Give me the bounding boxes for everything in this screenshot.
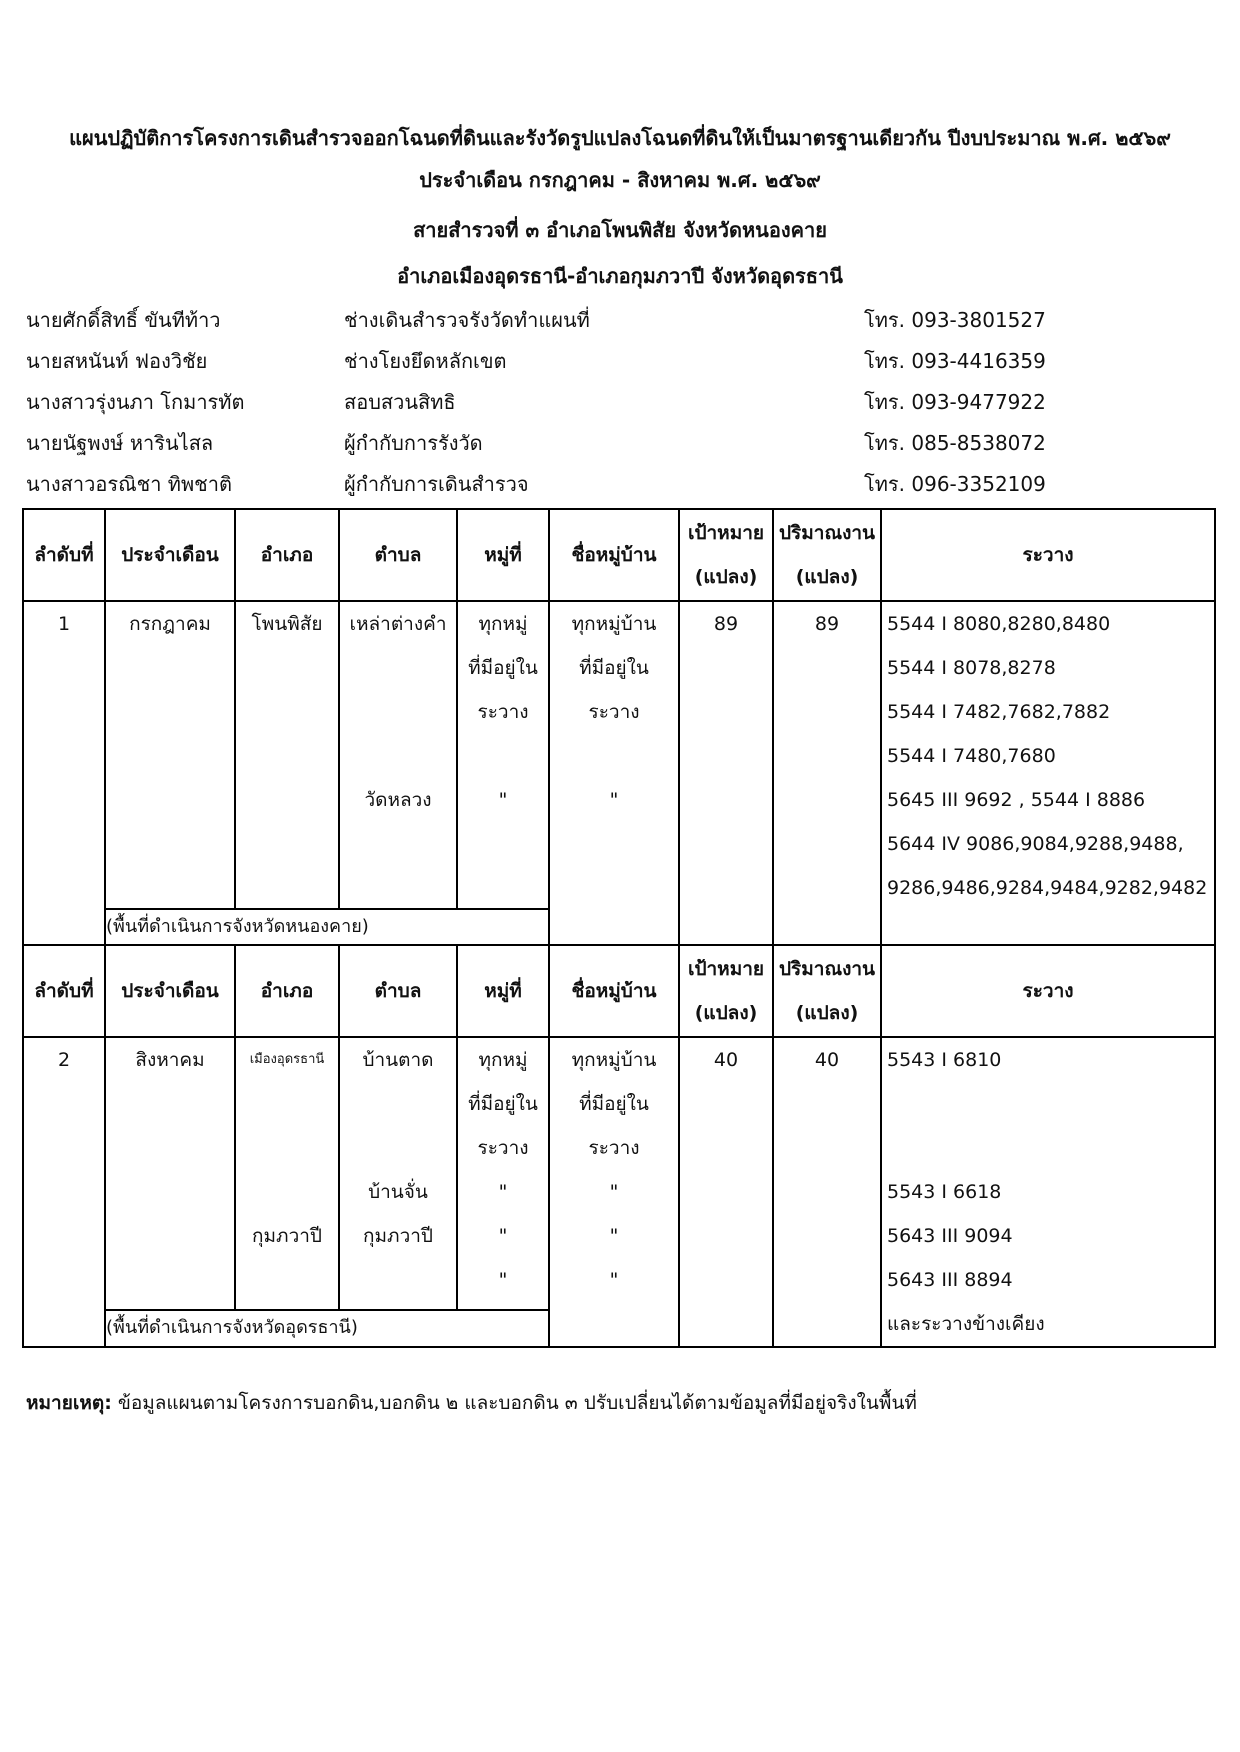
cell-line: บ้านจั่น: [368, 1181, 428, 1203]
staff-row: [26, 466, 1226, 502]
cell-line: ระวาง: [588, 701, 640, 723]
cell-line: เมืองอุดรธานี: [249, 1052, 325, 1067]
sheet-line: 5544 I 7482,7682,7882: [887, 701, 1111, 723]
cell-line: ": [498, 1225, 508, 1247]
row-month: สิงหาคม: [105, 1037, 235, 1310]
staff-role: ช่างเดินสำรวจรังวัดทำแผนที่: [344, 308, 590, 332]
cell-line: ระวาง: [477, 1137, 529, 1159]
table-row: [23, 601, 1215, 909]
cell-line: เหล่าต่างคำ: [349, 613, 447, 635]
header-village-no: หมู่ที่: [457, 945, 549, 1037]
header-work: [773, 509, 881, 601]
sheet-line: และระวางข้างเคียง: [887, 1313, 1045, 1335]
row-district: [235, 601, 339, 909]
header-target-unit: (แปลง): [694, 566, 758, 588]
row-target: 40: [679, 1037, 773, 1347]
table-row: [23, 1037, 1215, 1310]
staff-phone: โทร. 096-3352109: [864, 472, 1046, 496]
header-work-label: ปริมาณงาน: [778, 958, 876, 980]
cell-line: ": [498, 789, 508, 811]
row-village-no: [457, 601, 549, 909]
cell-line: ": [609, 1269, 619, 1291]
sheet-line: 5543 I 6618: [887, 1181, 1002, 1203]
staff-role: สอบสวนสิทธิ: [344, 390, 456, 414]
header-target-label: เป้าหมาย: [687, 522, 765, 544]
header-no: ลำดับที่: [23, 509, 105, 601]
table-header-row: [23, 509, 1215, 601]
document-title: แผนปฏิบัติการโครงการเดินสำรวจออกโฉนดที่ดินและรังวัดรูปแปลงโฉนดที่ดินให้เป็นมาตรฐานเดียวกัน ปีงบประมาณ พ.ศ. ๒๕๖๙: [69, 126, 1171, 150]
staff-phone: โทร. 093-9477922: [864, 390, 1046, 414]
staff-name: นางสาวอรณิชา ทิพชาติ: [26, 472, 232, 496]
header-target-unit: (แปลง): [694, 1002, 758, 1024]
row-no: 2: [23, 1037, 105, 1347]
cell-line: ": [609, 1225, 619, 1247]
header-subdistrict: ตำบล: [339, 945, 457, 1037]
staff-role: ช่างโยงยึดหลักเขต: [344, 349, 507, 373]
cell-line: ระวาง: [477, 701, 529, 723]
row-work: 40: [773, 1037, 881, 1347]
cell-line: ทุกหมู่บ้าน: [571, 613, 657, 635]
sheet-line: 5544 I 7480,7680: [887, 745, 1056, 767]
sheet-line: 5643 III 8894: [887, 1269, 1013, 1291]
footnote-label: หมายเหตุ:: [26, 1392, 112, 1414]
row-target: 89: [679, 601, 773, 945]
sheet-line: 5644 IV 9086,9084,9288,9488,: [887, 833, 1184, 855]
staff-phone: โทร. 093-3801527: [864, 308, 1046, 332]
cell-line: ที่มีอยู่ใน: [468, 1093, 538, 1115]
header-target: [679, 945, 773, 1037]
survey-area: อำเภอเมืองอุดรธานี-อำเภอกุมภวาปี จังหวัดอุดรธานี: [397, 264, 843, 288]
row-month: กรกฎาคม: [105, 601, 235, 909]
staff-row: [26, 384, 1226, 420]
cell-line: ที่มีอยู่ใน: [579, 657, 649, 679]
cell-line: กุมภวาปี: [252, 1225, 322, 1247]
staff-role: ผู้กำกับการรังวัด: [344, 431, 483, 455]
cell-line: ": [609, 1181, 619, 1203]
cell-line: ระวาง: [588, 1137, 640, 1159]
staff-phone: โทร. 085-8538072: [864, 431, 1046, 455]
sheet-line: 9286,9486,9284,9484,9282,9482: [887, 877, 1208, 899]
cell-line: ": [498, 1269, 508, 1291]
row-subdistrict: [339, 601, 457, 909]
area-note: (พื้นที่ดำเนินการจังหวัดหนองคาย): [105, 909, 549, 945]
survey-unit: สายสำรวจที่ ๓ อำเภอโพนพิสัย จังหวัดหนองคาย: [413, 218, 827, 242]
header-month: ประจำเดือน: [105, 509, 235, 601]
header-village-no: หมู่ที่: [457, 509, 549, 601]
cell-line: ": [609, 789, 619, 811]
sheet-line: 5544 I 8078,8278: [887, 657, 1056, 679]
cell-line: ทุกหมู่: [478, 613, 528, 635]
header-no: ลำดับที่: [23, 945, 105, 1037]
header-subdistrict: ตำบล: [339, 509, 457, 601]
header-month: ประจำเดือน: [105, 945, 235, 1037]
header-work-label: ปริมาณงาน: [778, 522, 876, 544]
staff-name: นายสหนันท์ ฟองวิชัย: [26, 349, 208, 373]
area-note: (พื้นที่ดำเนินการจังหวัดอุดรธานี): [105, 1310, 549, 1347]
sheet-line: 5544 I 8080,8280,8480: [887, 613, 1111, 635]
row-village-name: [549, 601, 679, 945]
sheet-line: 5645 III 9692 , 5544 I 8886: [887, 789, 1146, 811]
header-village-name: ชื่อหมู่บ้าน: [549, 945, 679, 1037]
sheet-line: 5543 I 6810: [887, 1049, 1002, 1071]
cell-line: ที่มีอยู่ใน: [579, 1093, 649, 1115]
staff-role: ผู้กำกับการเดินสำรวจ: [344, 472, 529, 496]
header-work-unit: (แปลง): [795, 566, 859, 588]
header-district: อำเภอ: [235, 509, 339, 601]
header-work-unit: (แปลง): [795, 1002, 859, 1024]
row-district: [235, 1037, 339, 1310]
footnote-text: ข้อมูลแผนตามโครงการบอกดิน,บอกดิน ๒ และบอกดิน ๓ ปรับเปลี่ยนได้ตามข้อมูลที่มีอยู่จริงในพื้นที่: [111, 1392, 917, 1414]
row-village-no: [457, 1037, 549, 1310]
row-sheet: [881, 601, 1215, 945]
cell-line: กุมภวาปี: [363, 1225, 433, 1247]
table-header-row: [23, 945, 1215, 1037]
header-work: [773, 945, 881, 1037]
staff-row: [26, 343, 1226, 379]
staff-name: นางสาวรุ่งนภา โกมารทัต: [26, 390, 245, 414]
staff-name: นายศักดิ์สิทธิ์ ขันทีท้าว: [26, 308, 221, 332]
sheet-line: 5643 III 9094: [887, 1225, 1013, 1247]
cell-line: วัดหลวง: [364, 789, 432, 811]
cell-line: ที่มีอยู่ใน: [468, 657, 538, 679]
header-district: อำเภอ: [235, 945, 339, 1037]
cell-line: ทุกหมู่: [478, 1049, 528, 1071]
header-target-label: เป้าหมาย: [687, 958, 765, 980]
staff-name: นายนัฐพงษ์ หารินไสล: [26, 431, 214, 455]
row-no: 1: [23, 601, 105, 945]
cell-line: ": [498, 1181, 508, 1203]
staff-row: [26, 302, 1226, 338]
staff-row: [26, 425, 1226, 461]
header-sheet: ระวาง: [881, 945, 1215, 1037]
header-target: [679, 509, 773, 601]
row-work: 89: [773, 601, 881, 945]
cell-line: บ้านตาด: [362, 1049, 434, 1071]
plan-table: [22, 508, 1216, 1348]
staff-phone: โทร. 093-4416359: [864, 349, 1046, 373]
document-period: ประจำเดือน กรกฎาคม - สิงหาคม พ.ศ. ๒๕๖๙: [419, 168, 821, 192]
cell-line: ทุกหมู่บ้าน: [571, 1049, 657, 1071]
header-village-name: ชื่อหมู่บ้าน: [549, 509, 679, 601]
row-subdistrict: [339, 1037, 457, 1310]
row-sheet: [881, 1037, 1215, 1347]
row-village-name: [549, 1037, 679, 1347]
footnote: [26, 1388, 917, 1418]
cell-line: โพนพิสัย: [251, 613, 323, 635]
header-sheet: ระวาง: [881, 509, 1215, 601]
